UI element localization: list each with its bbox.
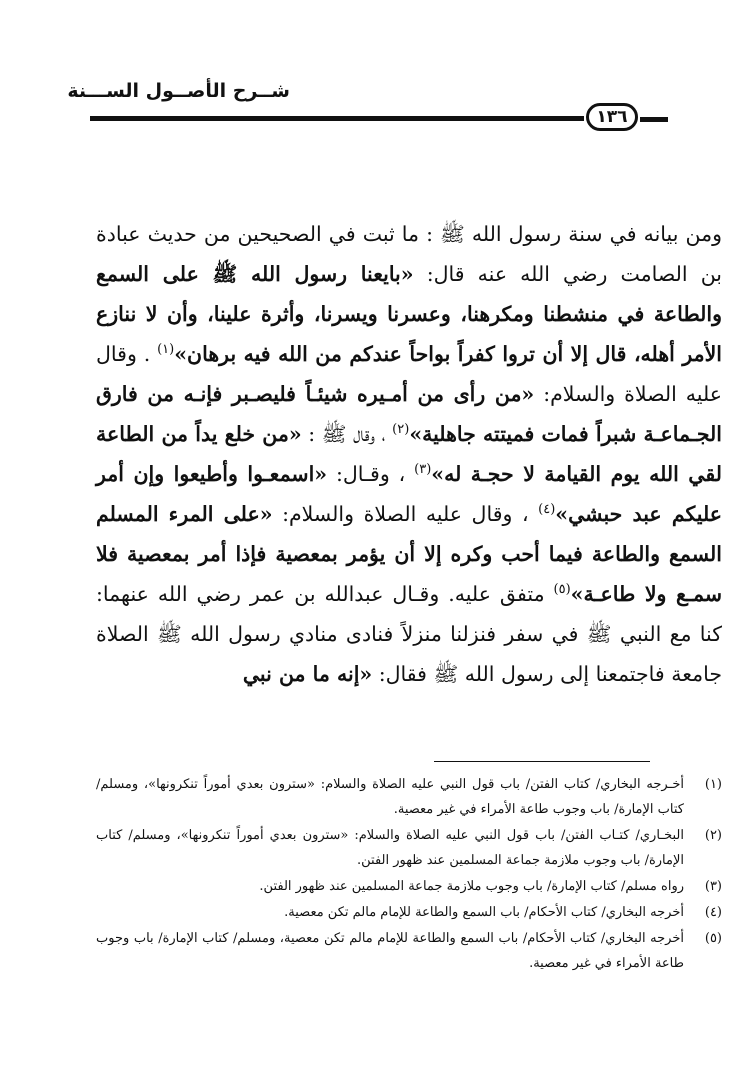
footnote-reference: (٥) [553,582,571,598]
footnote-text: أخـرجه البخاري/ كتاب الفتن/ باب قول النبي عليه الصلاة والسلام: «سترون بعدي أموراً تنكرونها»، ومسلم/ كتاب الإمارة/ باب وجوب طاعة الأمراء في غير معصية. [96,777,684,817]
hadith-quote: «على المرء المسلم السمع والطاعة فيما أحب وكره إلا أن يؤمر بمعصية فإذا أمر بمعصية فلا سمـع ولا طاعـة» [96,502,722,606]
footnote-text: البخـاري/ كتـاب الفتن/ باب قول النبي عليه الصلاة والسلام: «سترون بعدي أموراً تنكرونها»، ومسلم/ كتاب الإمارة/ باب وجوب ملازمة جماعة المسلمين عند ظهور الفتن. [96,828,684,868]
body-text-segment: ، وقال عليه الصلاة والسلام: [272,502,539,526]
footnote-number: (٤) [704,905,722,920]
footnote-reference: (١) [157,342,175,358]
main-text [96,214,722,694]
footnote-item [96,772,722,822]
body-text-segment: ومن بيانه في سنة رسول الله ﷺ : ما ثبت في الصحيحين من حديث عبادة بن الصامت رضي الله عنه قال: [96,222,722,286]
header-rule-end [640,117,668,122]
hadith-quote: «بايعنا رسول الله ﷺ على السمع والطاعة في منشطنا ومكرهنا، وعسرنا ويسرنا، وأثرة علينا، وأن لا ننازع الأمر أهله، قال إلا أن تروا كفراً بواحاً عندكم من الله فيه برهان» [96,262,722,366]
footnote-reference: (٤) [538,502,556,518]
body-text-segment: . وقال عليه الصلاة والسلام: [96,342,722,406]
footnote-text: رواه مسلم/ كتاب الإمارة/ باب وجوب ملازمة جماعة المسلمين عند ظهور الفتن. [259,879,684,894]
footnote-text: أخرجه البخاري/ كتاب الأحكام/ باب السمع والطاعة للإمام مالم تكن معصية. [284,905,684,920]
footnote-item [96,874,722,899]
hadith-quote: «من رأى من أمـيره شيئـاً فليصـبر فإنـه من فارق الجـماعـة شبراً فمات فميتته جاهلية» [96,382,722,446]
footnote-reference: (٢) [392,422,410,438]
body-text-segment: ، وقـال: [327,462,415,486]
hadith-quote: «إنه ما من نبي [242,662,373,686]
footnote-item [96,900,722,925]
hadith-quote: «اسمعـوا وأطيعوا وإن أمر عليكم عبد حبشي» [96,462,722,526]
page-number: ١٣٦ [586,103,638,131]
running-title: شــرح الأصــول الســـنة [67,80,290,102]
body-text-segment: ، وقال ﷺ : [301,422,393,446]
footnotes [96,772,722,977]
footnote-item [96,823,722,873]
footnote-number: (٣) [704,879,722,894]
hadith-quote: «من خلع يداً من الطاعة لقي الله يوم القيامة لا حجـة له» [96,422,723,486]
footnote-number: (٢) [704,828,722,843]
footnote-separator [434,761,650,762]
footnote-text: أخرجه البخاري/ كتاب الأحكام/ باب السمع والطاعة للإمام مالم تكن معصية، ومسلم/ كتاب الإمارة/ باب وجوب طاعة الأمراء في غير معصية. [96,931,684,971]
footnote-item [96,926,722,976]
footnote-number: (١) [704,777,722,792]
footnote-number: (٥) [704,931,722,946]
footnote-reference: (٣) [414,462,432,478]
header-rule [90,116,584,121]
body-text-segment: متفق عليه. وقـال عبدالله بن عمر رضي الله عنهما: كنا مع النبي ﷺ في سفر فنزلنا منزلاً فنادى منادي رسول الله ﷺ الصلاة جامعة فاجتمعنا إلى رسول الله ﷺ فقال: [96,582,722,686]
